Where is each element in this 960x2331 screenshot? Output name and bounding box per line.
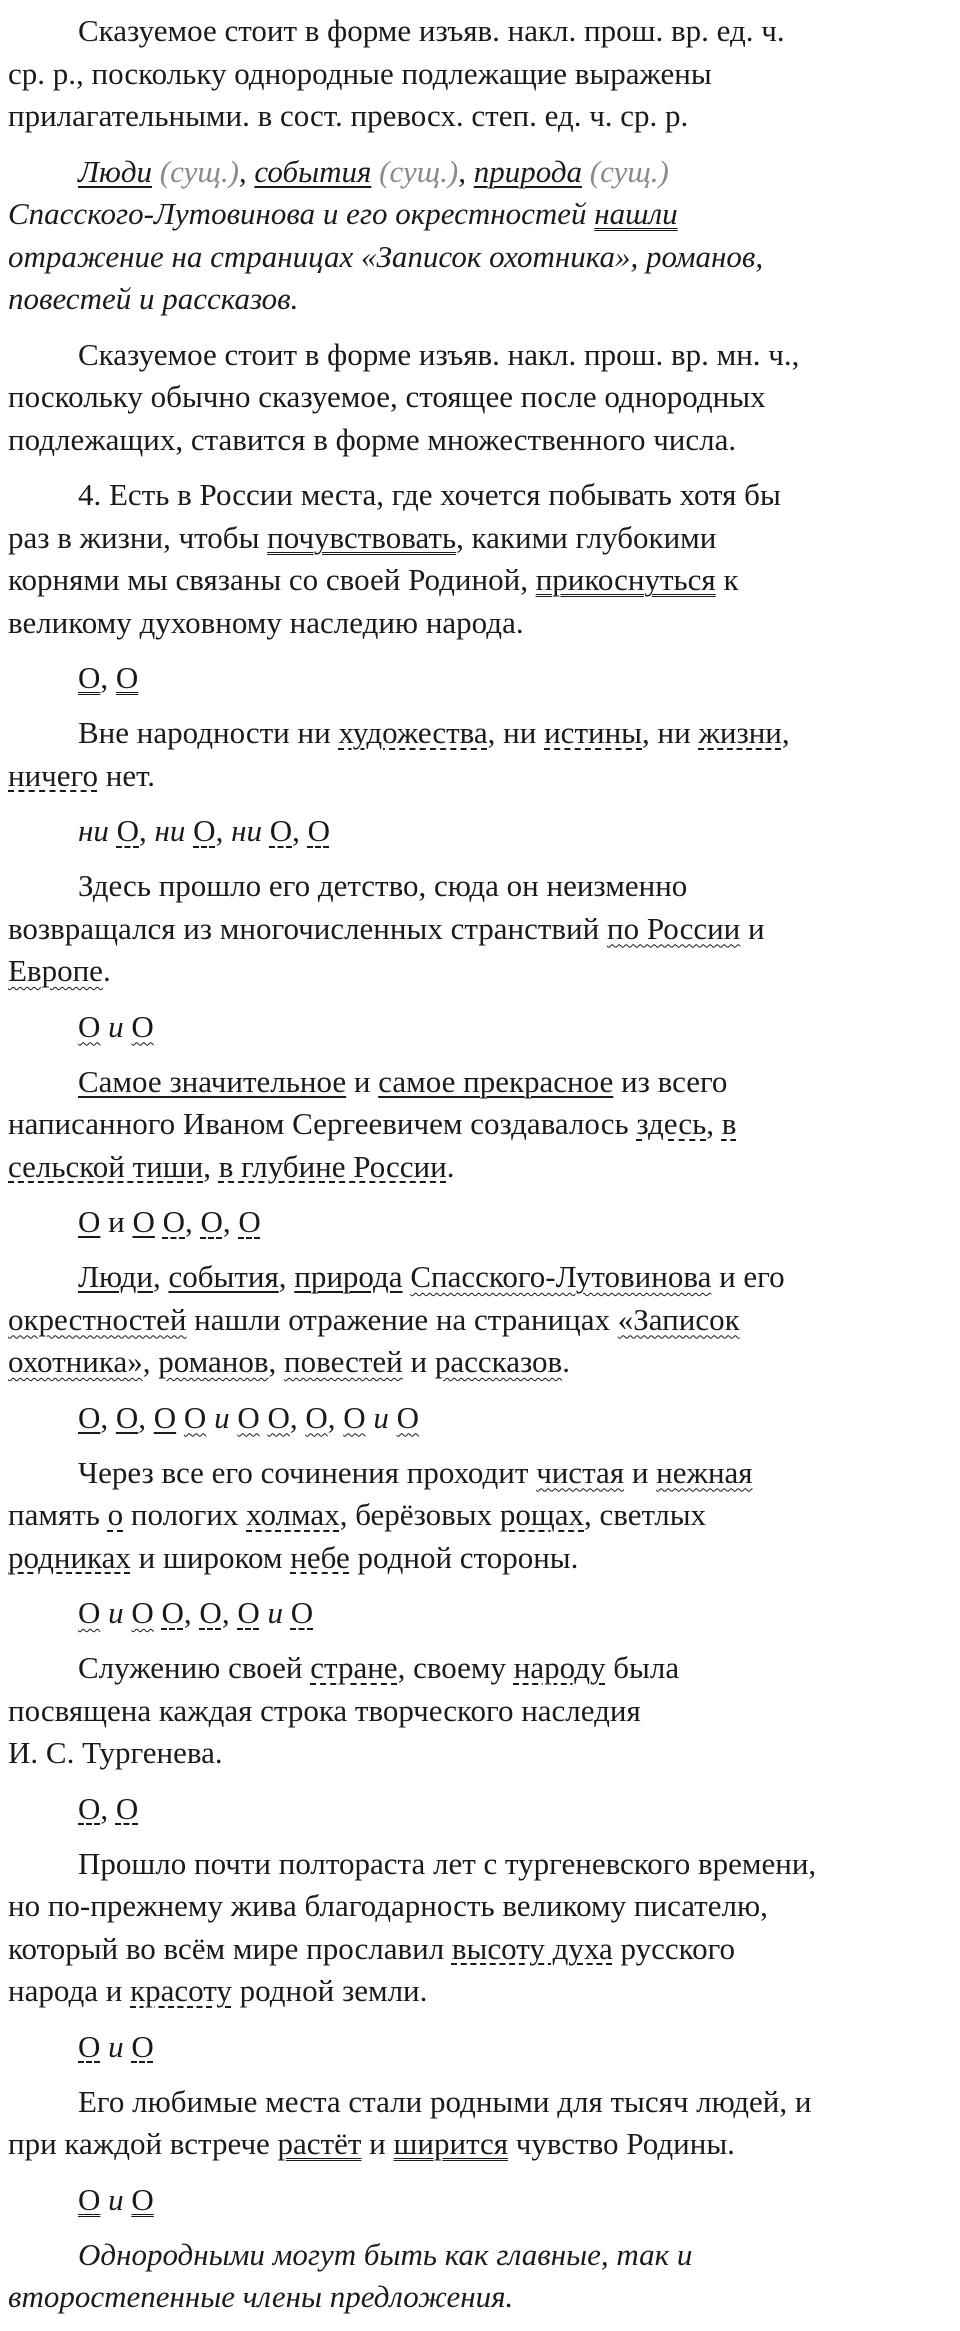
paragraph [8,10,952,138]
text-run: , [185,1204,201,1239]
text-run: О [307,813,330,848]
text-run: , [183,1595,200,1630]
text-run: родниках [8,1539,131,1575]
text-run: О [131,1595,154,1630]
text-run: холмах [246,1497,340,1532]
text-line [8,53,952,96]
text-run: почувствовать [267,519,457,555]
text-run: народа и [8,1973,131,2008]
text-line [8,2276,952,2319]
text-run: О [237,1595,260,1630]
text-run: , [215,813,232,848]
text-run: Его любимые места стали родными для тысяч людей, и [78,2083,812,2119]
text-run: О [199,1595,222,1630]
text-run: О [237,1399,260,1435]
text-run: Люди [78,1259,153,1294]
text-run: в [721,1106,737,1141]
paragraph [8,2234,952,2319]
text-run: Люди [78,153,153,189]
text-line [8,1928,952,1971]
text-run: , [278,1259,295,1294]
text-run: , [100,1790,116,1826]
text-run: О [161,1595,184,1630]
text-run: раз в жизни, чтобы [8,519,268,555]
text-run: второстепенные члены предложения. [8,2279,514,2314]
text-run: , [706,1106,722,1141]
text-run: О [115,660,139,695]
text-run: рассказов [434,1344,563,1379]
document-page [0,10,960,2319]
text-run: при каждой встрече [8,2126,278,2161]
text-line [8,559,952,602]
text-run: и [214,1399,230,1435]
text-run [152,154,160,189]
text-run: О [131,2181,154,2217]
text-run: и [108,1595,124,1630]
text-run: окрестностей [8,1301,187,1337]
text-run: о [107,1497,124,1532]
text-run: родной стороны. [349,1539,579,1575]
sentence-scheme [78,2179,952,2221]
sentence-scheme [78,1201,952,1243]
text-run: , светлых [584,1497,707,1532]
text-line [8,1103,952,1146]
text-run: О [78,1204,101,1239]
text-run: природа [294,1259,403,1294]
text-run: О [132,1204,155,1239]
text-run: и [108,2181,124,2217]
text-line [8,1690,952,1733]
text-run: стране [310,1650,398,1685]
text-run: сельской тиши [8,1148,204,1184]
text-run: ср. р., поскольку однородные подлежащие выражены [8,55,712,91]
text-run: поскольку обычно сказуемое, стоящее после однородных [8,379,766,414]
text-run: и его [711,1259,785,1294]
text-line [8,950,952,993]
text-run: , своему [397,1650,514,1685]
sentence-scheme [78,1397,952,1439]
text-run: и [402,1344,435,1379]
text-run: Спасского-Лутовинова [410,1259,712,1294]
text-run: и [373,1399,389,1435]
text-run: ни [154,813,194,848]
text-run: О [343,1399,366,1435]
text-line [8,1732,952,1775]
sentence-scheme [78,1592,952,1634]
text-run: нежная [656,1454,753,1490]
text-line [8,1061,952,1104]
text-run [154,1595,162,1630]
text-line [8,865,952,908]
text-line [8,1885,952,1928]
text-run: «Записок [617,1301,740,1337]
text-line [8,334,952,377]
text-run: нет. [97,757,156,793]
text-run: О [116,813,140,848]
sentence-scheme [78,810,952,852]
text-run [155,1204,163,1239]
text-line [8,1256,952,1299]
text-run: по России [606,910,741,946]
sentence-scheme [78,657,952,699]
text-line [8,517,952,560]
text-run: , [152,1259,169,1294]
text-run: народу [513,1650,606,1685]
text-run: . [446,1148,455,1184]
text-run: повестей и рассказов. [8,281,299,316]
text-run: Спасского-Лутовинова и его окрестностей [8,196,595,231]
text-run [100,1595,108,1630]
text-run [100,2182,108,2217]
text-run [371,154,379,189]
text-run: события [168,1259,279,1294]
text-run: О [78,1008,101,1044]
text-run: и [361,2126,394,2161]
text-line [8,2081,952,2124]
text-line [8,1341,952,1384]
text-run [389,1400,397,1435]
text-run: Однородными могут быть как главные, так и [78,2236,693,2272]
text-run: (сущ.) [159,153,239,189]
text-line [8,95,952,138]
text-run: О [269,813,293,848]
text-run: ширится [393,2126,509,2161]
text-run: (сущ.) [589,153,669,189]
text-run: О [115,1790,139,1826]
text-line [8,1537,952,1580]
text-run: И. С. Тургенева. [8,1735,223,1770]
text-line [8,278,952,321]
text-run: О [267,1399,290,1435]
text-run: , [238,153,255,189]
text-run: красоту [130,1973,232,2008]
text-run: посвящена каждая строка творческого наследия [8,1692,641,1728]
text-run [206,1400,214,1435]
paragraph [8,1843,952,2013]
text-run: О [78,2028,101,2064]
text-run: ничего [8,757,98,793]
text-run: О [131,2028,154,2064]
text-run: пологих [123,1497,247,1532]
text-line [8,908,952,951]
text-run: самое прекрасное [378,1063,614,1099]
text-run: отражение на страницах «Записок охотника», романов, [8,238,764,274]
text-run: из всего [613,1063,728,1099]
text-run: прикоснуться [535,562,716,597]
text-run: и [624,1454,657,1490]
text-run: нашли [594,196,678,231]
text-run: , [221,1595,238,1630]
text-run: Прошло почти полтораста лет с тургеневского времени, [78,1845,817,1881]
paragraph [8,712,952,797]
text-run: . [102,953,111,988]
text-run [100,1009,108,1044]
text-run: О [305,1399,328,1435]
text-line [8,712,952,755]
text-run: природа [473,153,583,189]
text-line [8,602,952,645]
text-run: О [78,1399,101,1435]
paragraph [8,1256,952,1384]
text-run [283,1595,291,1630]
text-line [8,10,952,53]
sentence-scheme [78,1788,952,1830]
paragraph [8,865,952,993]
text-run: Есть в России места, где хочется побывать хотя бы [101,477,781,512]
text-run: повестей [284,1344,403,1379]
text-run: О [78,2181,101,2217]
text-run [176,1400,184,1435]
text-run: , какими глубокими [456,519,717,555]
text-run: Сказуемое стоит в форме изъяв. накл. прош. вр. мн. ч., [78,336,800,372]
text-run: события [254,153,372,189]
text-run: Здесь прошло его детство, сюда он неизменно [78,868,688,903]
text-line [8,474,952,517]
text-run: О [153,1399,177,1435]
text-run: О [162,1204,186,1239]
text-run: великому духовному наследию народа. [8,604,524,640]
text-line [8,2123,952,2166]
text-run: , [222,1204,239,1239]
text-run: написанного Иваном Сергеевичем создавалось [8,1106,637,1141]
text-run: Самое значительное [78,1063,347,1099]
paragraph [8,151,952,321]
text-run: растёт [277,2126,362,2161]
text-run: О [396,1399,420,1435]
text-run: но по-прежнему жива благодарность великому писателю, [8,1888,768,1923]
text-run: который во всём мире прославил [8,1930,452,1966]
text-run: , [781,715,790,750]
text-run: и [100,1204,133,1239]
text-run: ни [78,813,117,848]
text-run: и широком [130,1539,291,1575]
text-run: небе [290,1539,350,1575]
text-line [8,1647,952,1690]
text-run: русского [612,1930,736,1966]
text-line [8,419,952,462]
text-line [8,1299,952,1342]
text-run: и [108,1008,124,1044]
text-run: , [100,1399,116,1435]
text-run: высоту духа [451,1930,613,1966]
text-run: , [203,1148,219,1184]
text-run: и [108,2028,124,2064]
text-run: и [740,910,765,946]
text-line [8,1452,952,1495]
text-run: и [346,1063,379,1099]
paragraph [8,2081,952,2166]
sentence-scheme [78,1006,952,1048]
text-run: художества [338,715,488,750]
text-run: , [142,1344,159,1379]
text-line [8,1970,952,2013]
text-line [8,1146,952,1189]
text-run: Европе [8,953,103,988]
sentence-scheme [78,2026,952,2068]
text-run: родной земли. [231,1973,428,2008]
text-run: , ни [487,715,545,750]
text-run: , [458,153,474,189]
text-run: , [292,813,308,848]
text-run: рощах [499,1497,584,1532]
text-run: корнями мы связаны со своей Родиной, [8,562,536,597]
text-run: , [139,813,155,848]
text-run: О [115,1399,139,1435]
text-line [8,376,952,419]
text-run: , берёзовых [339,1497,500,1532]
text-run: в глубине России [218,1148,447,1184]
text-run: к [715,562,739,597]
text-run: , [268,1344,285,1379]
paragraph [8,474,952,644]
text-run [582,154,590,189]
text-run: 4. [78,477,102,512]
text-run: , ни [642,715,699,750]
text-run: чувство Родины. [508,2126,735,2161]
text-run: , [327,1399,344,1435]
text-line [8,1843,952,1886]
text-run: здесь [636,1106,707,1141]
text-run: романов [158,1344,269,1379]
text-run: О [193,813,216,848]
text-run: О [200,1204,223,1239]
text-run: нашли отражение на страницах [186,1301,618,1337]
text-line [8,151,952,194]
text-run [100,2029,108,2064]
text-run: подлежащих, ставится в форме множественного числа. [8,421,737,457]
text-run: О [183,1399,207,1435]
text-run: жизни [698,715,782,750]
text-run: , [100,660,116,695]
paragraph [8,334,952,462]
text-run: истины [544,715,642,750]
text-run: О [78,660,101,695]
text-run: , [138,1399,154,1435]
text-line [8,236,952,279]
text-run: О [290,1595,314,1630]
text-run: Служению своей [78,1650,311,1685]
text-run: и [267,1595,283,1630]
text-run: охотника» [8,1344,143,1379]
paragraph [8,1647,952,1775]
text-line [8,1494,952,1537]
text-run: , [289,1399,306,1435]
text-run: чистая [536,1454,625,1490]
text-run: Сказуемое стоит в форме изъяв. накл. прош. вр. ед. ч. [78,13,785,48]
text-run: (сущ.) [379,153,459,189]
text-run: возвращался из многочисленных странствий [8,910,607,946]
paragraph [8,1452,952,1580]
paragraph [8,1061,952,1189]
text-run: О [131,1008,154,1044]
text-run: О [78,1595,101,1630]
text-run: Вне народности ни [78,715,339,750]
text-run: прилагательными. в сост. превосх. степ. ед. ч. ср. р. [8,98,689,133]
text-run: была [605,1650,680,1685]
text-run: память [8,1497,108,1532]
text-line [8,193,952,236]
text-run: О [238,1204,261,1239]
text-run: . [562,1344,570,1379]
text-run: Через все его сочинения проходит [78,1454,537,1490]
text-run: ни [231,813,270,848]
text-line [8,2234,952,2277]
text-run: О [78,1790,101,1826]
text-line [8,755,952,798]
